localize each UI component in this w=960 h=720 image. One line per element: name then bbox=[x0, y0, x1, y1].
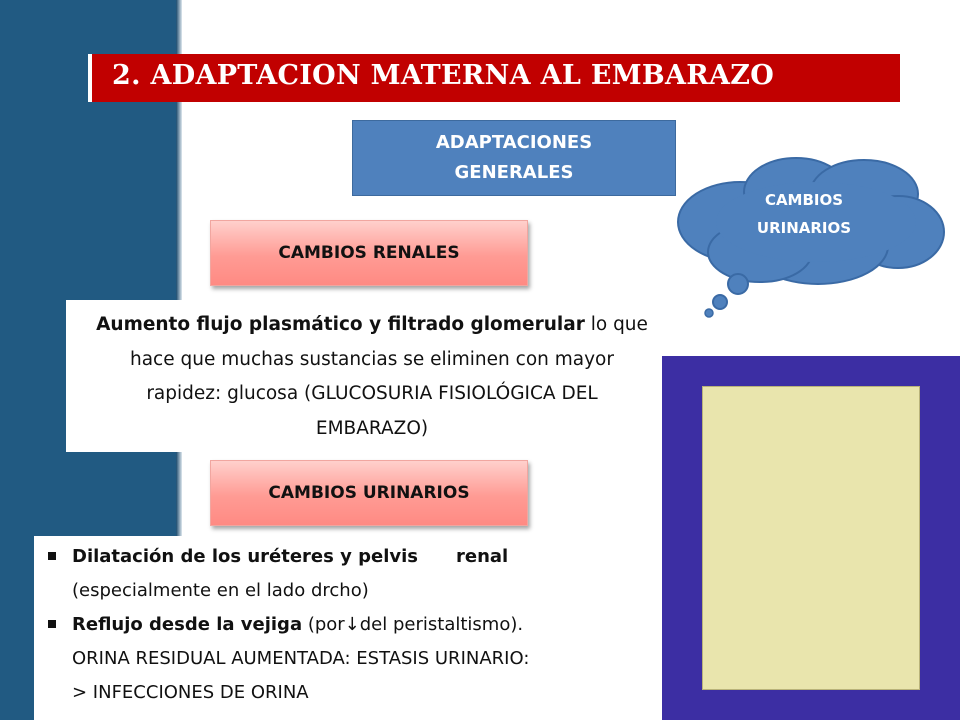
cloud-bubble-large bbox=[728, 274, 748, 294]
bullet2-rest: (por↓del peristaltismo). bbox=[302, 614, 524, 635]
renal-changes-box bbox=[210, 220, 528, 286]
slide-title: 2. ADAPTACION MATERNA AL EMBARAZO bbox=[112, 60, 775, 91]
square-bullet-icon bbox=[48, 620, 56, 628]
bullet2-line2: ORINA RESIDUAL AUMENTADA: ESTASIS URINARIO: bbox=[72, 648, 530, 669]
bullet-item bbox=[34, 608, 670, 710]
bullet2-line3: > INFECCIONES DE ORINA bbox=[72, 682, 309, 703]
general-adaptations-box bbox=[352, 120, 676, 196]
square-bullet-icon bbox=[48, 552, 56, 560]
cloud-label-line2: URINARIOS bbox=[756, 219, 852, 237]
renal-text-bold: Aumento flujo plasmático y filtrado glomerular bbox=[96, 314, 585, 335]
general-box-line2: GENERALES bbox=[454, 162, 574, 183]
urinary-bullet-list bbox=[34, 536, 670, 720]
renal-changes-label: CAMBIOS RENALES bbox=[278, 243, 460, 263]
renal-description bbox=[66, 300, 678, 452]
bullet1-line2: (especialmente en el lado drcho) bbox=[72, 580, 369, 601]
bullet2-bold: Reflujo desde la vejiga bbox=[72, 614, 303, 635]
urinary-changes-label: CAMBIOS URINARIOS bbox=[268, 483, 470, 503]
renal-text-line3: rapidez: glucosa (GLUCOSURIA FISIOLÓGICA DEL bbox=[146, 383, 598, 404]
anatomy-illustration bbox=[662, 356, 960, 720]
cloud-label bbox=[720, 186, 888, 242]
bullet1-bold-b: renal bbox=[456, 546, 509, 567]
bullet1-bold-a: Dilatación de los uréteres y pelvis bbox=[72, 546, 418, 567]
general-box-line1: ADAPTACIONES bbox=[435, 132, 593, 153]
renal-text-line4: EMBARAZO) bbox=[315, 417, 429, 439]
title-bar bbox=[88, 54, 900, 102]
renal-text-line1-rest: lo que bbox=[584, 314, 648, 335]
cloud-label-line1: CAMBIOS bbox=[764, 191, 844, 209]
bullet-item bbox=[34, 540, 670, 608]
renal-text-line2: hace que muchas sustancias se eliminen con mayor bbox=[130, 348, 614, 370]
urinary-changes-box bbox=[210, 460, 528, 526]
anatomy-illustration-icon bbox=[702, 386, 920, 690]
cloud-bubble-medium bbox=[713, 295, 727, 309]
cloud-bubble-small bbox=[705, 309, 713, 317]
